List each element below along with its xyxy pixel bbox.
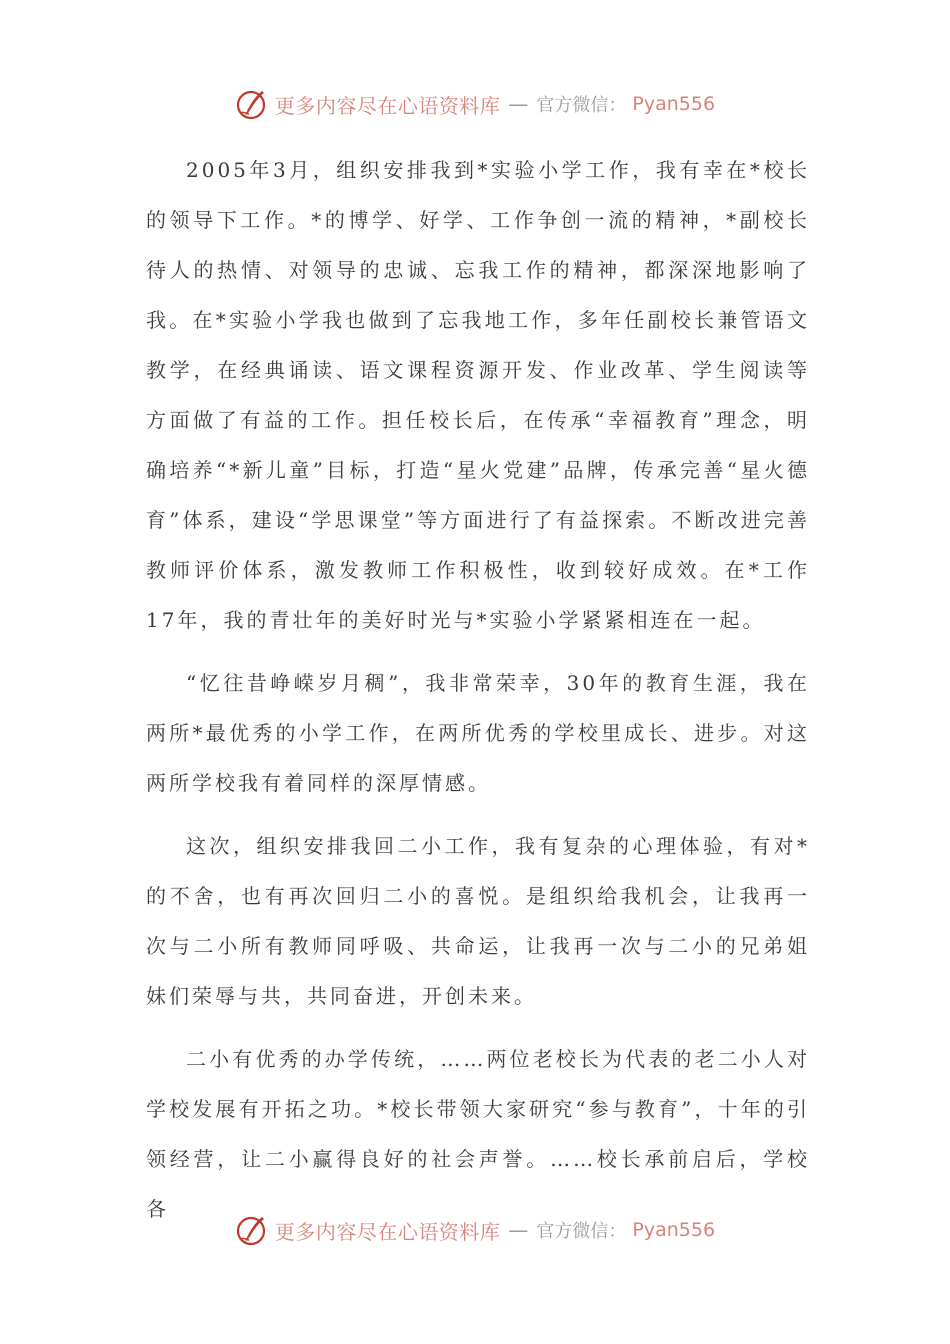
paragraph: 这次，组织安排我回二小工作，我有复杂的心理体验，有对*的不舍，也有再次回归二小的喜悦。是组织给我机会，让我再一次与二小所有教师同呼吸、共命运，让我再一次与二小的兄弟姐妹们荣辱与共，共同奋进，开创未来。 (146, 834, 810, 1008)
banner-separator: — (508, 1218, 529, 1242)
banner-content (235, 1213, 715, 1247)
banner-wechat-id: Pyan556 (632, 1219, 716, 1241)
document-body (146, 145, 810, 1234)
footer-banner (0, 1210, 950, 1250)
banner-wechat-label: 官方微信： (536, 1221, 627, 1242)
paragraph: “忆往昔峥嵘岁月稠”，我非常荣幸，30年的教育生涯，我在两所*最优秀的小学工作，在两所优秀的学校里成长、进步。对这两所学校我有着同样的深厚情感。 (146, 671, 810, 795)
banner-brand-text: 更多内容尽在心语资料库 (274, 93, 501, 118)
paragraph: 二小有优秀的办学传统，……两位老校长为代表的老二小人对学校发展有开拓之功。*校长带领大家研究“参与教育”，十年的引领经营，让二小赢得良好的社会声誉。……校长承前启后，学校各 (146, 1047, 810, 1221)
banner-wechat-label: 官方微信： (536, 95, 627, 116)
quill-pen-icon (235, 1213, 269, 1247)
banner-separator: — (508, 92, 529, 116)
banner-wechat-id: Pyan556 (632, 93, 716, 115)
banner-brand-text: 更多内容尽在心语资料库 (274, 1219, 501, 1244)
banner-content (235, 87, 715, 121)
quill-pen-icon (235, 87, 269, 121)
header-banner (0, 84, 950, 124)
paragraph: 2005年3月，组织安排我到*实验小学工作，我有幸在*校长的领导下工作。*的博学、好学、工作争创一流的精神，*副校长待人的热情、对领导的忠诚、忘我工作的精神，都深深地影响了我。在*实验小学我也做到了忘我地工作，多年任副校长兼管语文教学，在经典诵读、语文课程资源开发、作业改革、学生阅读等方面做了有益的工作。担任校长后，在传承“幸福教育”理念，明确培养“*新儿童”目标，打造“星火党建”品牌，传承完善“星火德育”体系，建设“学思课堂”等方面进行了有益探索。不断改进完善教师评价体系，激发教师工作积极性，收到较好成效。在*工作17年，我的青壮年的美好时光与*实验小学紧紧相连在一起。 (146, 158, 810, 632)
